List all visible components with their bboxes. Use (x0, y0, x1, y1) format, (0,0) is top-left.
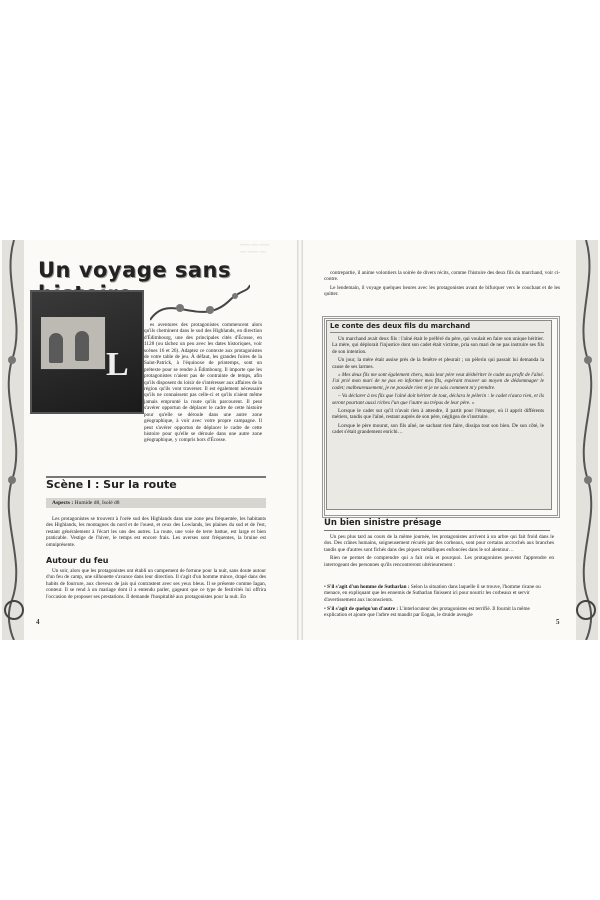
presage-paragraph-1: Un peu plus tard au cours de la même journée, les protagonistes arrivent à un arbre qui fait froid dans le dos. Des crânes humains, soigneusement récurés par des corbeaux, sont pour certains accrochés aux branches tandis que d'autres sont fichés dans des piques métalliques enfoncées dans le sol alentour… (324, 534, 554, 553)
story-box-text (332, 336, 544, 438)
bullet-1-text: Selon la situation dans laquelle il se trouve, l'homme ricane ou menace, en expliquant que les ennemis de Sutharlan finissent ici pour nourrir les corbeaux et servir d'avertissement aux inconscients. (324, 584, 541, 603)
aspects-value: Humide d8, Isolé d8 (74, 500, 120, 506)
illuminated-letter-illustration (30, 290, 144, 414)
feu-text (46, 568, 266, 602)
intro-text (144, 322, 262, 446)
illustration-scene (40, 316, 106, 370)
figure-left (49, 333, 63, 363)
scene-text (46, 516, 266, 550)
story-quote-2: – Va déclarer à tes fils que l'aîné doit hériter de tout, déclara le pèlerin : le cadet n'aura rien, et ils seront pourtant aussi riches l'un que l'autre au trépas de leur père. » (332, 393, 544, 406)
right-top-text (324, 270, 560, 300)
bullet-2-label: S'il s'agit de quelqu'un d'autre : (327, 606, 399, 612)
bullet-sutharlan: • S'il s'agit d'un homme de Sutharlan : Selon la situation dans laquelle il se trouve, l'homme ricane ou menace, en expliquant que les ennemis de Sutharlan finissent ici pour nourrir les corbeaux et servir d'avertissement aux inconscients. (324, 584, 541, 603)
book-gutter (297, 240, 303, 640)
presage-divider (324, 530, 550, 531)
story-box-divider (330, 332, 544, 333)
story-paragraph-2: Un jour, la mère était assise près de la fenêtre et pleurait ; un pèlerin qui passait lui demanda la cause de ses larmes. (332, 357, 544, 370)
story-paragraph-4: Lorsque le père mourut, son fils aîné, ne sachant rien faire, dissipa tout son bien. De son côté, le cadet s'était grandement enrichi… (332, 422, 544, 436)
section-heading-presage: Un bien sinistre présage (324, 518, 442, 528)
chapter-title: Un voyage sans (38, 258, 231, 282)
feu-paragraph: Un soir, alors que les protagonistes ont établi un campement de fortune pour la nuit, sans doute autour d'un feu de camp, une silhouette s'avance dans leur direction. Il s'agit d'un homme mince, drapé dans des habits de fourrure, aux cheveux de jais qui contrastent avec ses yeux bleus. Il se présente comme Iagan, conteur. Il se rend à un mariage dont il a entendu parler, gageant que ce type de festivités lui offrira l'occasion de proposer ses prestations. Il demande l'hospitalité aux protagonistes pour la nuit. En (46, 568, 266, 600)
drop-cap: L (106, 346, 129, 383)
story-paragraph-3: Lorsque le cadet sut qu'il n'avait rien à attendre, il partit pour l'étranger, où il apprit différents métiers, tandis que l'aîné, restant auprès de son père, négligea de s'instruire. (332, 408, 544, 421)
page-number-left: 4 (36, 618, 40, 626)
presage-text (324, 534, 554, 570)
bullet-other: • S'il s'agit de quelqu'un d'autre : L'interlocuteur des protagonistes est terrifié. Il fournit la même explication et ajoute que l'arbre est maudit par Eogan, le druide aveugle (324, 606, 530, 619)
page-number-right: 5 (556, 618, 560, 626)
figure-right (75, 331, 89, 361)
bullet-1-label: S'il s'agit d'un homme de Sutharlan : (327, 584, 410, 590)
left-page (0, 240, 298, 640)
presage-paragraph-2: Rien ne permet de comprendre qui a fait cela et pourquoi. Les protagonistes peuvent l'apprendre en interrogeant des personnes qu'ils rencontreront ultérieurement : (324, 555, 554, 568)
scene-paragraph: Les protagonistes se trouvent à l'orée sud des Highlands dans une zone peu fréquentée, les habitants des Highlands, les montagnes du nord et de l'ouest, et ceux des Lowlands, les plaines du sud et de l'est, restant généralement à l'écart les uns des autres. La route, une voie de terre battue, est large et bien praticable. Vestige de l'hiver, le temps est encore frais. Les averses sont fréquentes, la bruine est omniprésente. (46, 516, 266, 548)
story-quote-1: « Mes deux fils me sont également chers, mais leur père veut déshériter le cadet au profit de l'aîné. J'ai prié mon mari de ne pas en informer mes fils, espérant trouver un moyen de dédommager le cadet; malheureusement, je ne possède rien et je ne sais comment m'y prendre. (332, 372, 544, 391)
bullet-2-text: L'interlocuteur des protagonistes est terrifié. Il fournit la même explication et ajoute que l'arbre est maudit par Eogan, le druide aveugle (324, 606, 530, 619)
right-ornament-border (570, 240, 600, 640)
scene-heading: Scène I : Sur la route (46, 478, 177, 491)
intro-paragraph: es aventures des protagonistes commencent alors qu'ils cheminent dans le sud des Highlands, en direction d'Édimbourg, une des principales cités d'Écosse, en 1128 (ou tâchez un peu avec les dates historiques, voir scènes 16 et 26). Adaptez ce contexte aux protagonistes de votre table de jeu. À défaut, les grandes foires de la Saint-Patrick, à l'équinoxe de printemps, sont un prétexte pour se rendre à Édimbourg. Il importe que les protagonistes n'aient pas de contrainte de temps, afin qu'ils disposent du loisir de s'intéresser aux affaires de la région qu'ils vont traverser. Il est également nécessaire qu'ils ne connaissent pas celle-ci et qu'ils n'aient même jamais emprunté la route qu'ils parcourent. Il peut s'avérer opportun de déplacer le cadre de cette histoire pour qu'elle se déroule dans une autre zone géographique, à voir avec votre propre campagne. Il peut s'avérer opportun de déplacer le cadre de cette histoire pour qu'elle se déroule dans une autre zone géographique, y compris hors d'Écosse. (144, 322, 262, 444)
left-ornament-border (0, 240, 30, 640)
story-paragraph-1: Un marchand avait deux fils : l'aîné était le préféré du père, qui voulait en faire son unique héritier. La mère, qui déplorait l'injustice dont son cadet était victime, pria son mari de ne pas instruire ses fils de son intention. (332, 336, 544, 355)
story-box-title: Le conte des deux fils du marchand (330, 322, 471, 330)
top-paragraph-2: Le lendemain, il voyage quelques heures avec les protagonistes avant de bifurquer vers le couchant et de les quitter. (324, 284, 560, 298)
bleed-through-text: ~~~ ~~ ~~~ ~~ ~~~ ~~ (240, 243, 269, 256)
aspects-bar (46, 498, 266, 508)
sub-heading: Autour du feu (46, 556, 109, 565)
aspects-label: Aspects : (52, 500, 74, 506)
top-paragraph-1: contrepartie, il anime volontiers la soirée de divers récits, comme l'histoire des deux fils du marchand, voir ci-contre. (324, 270, 560, 283)
